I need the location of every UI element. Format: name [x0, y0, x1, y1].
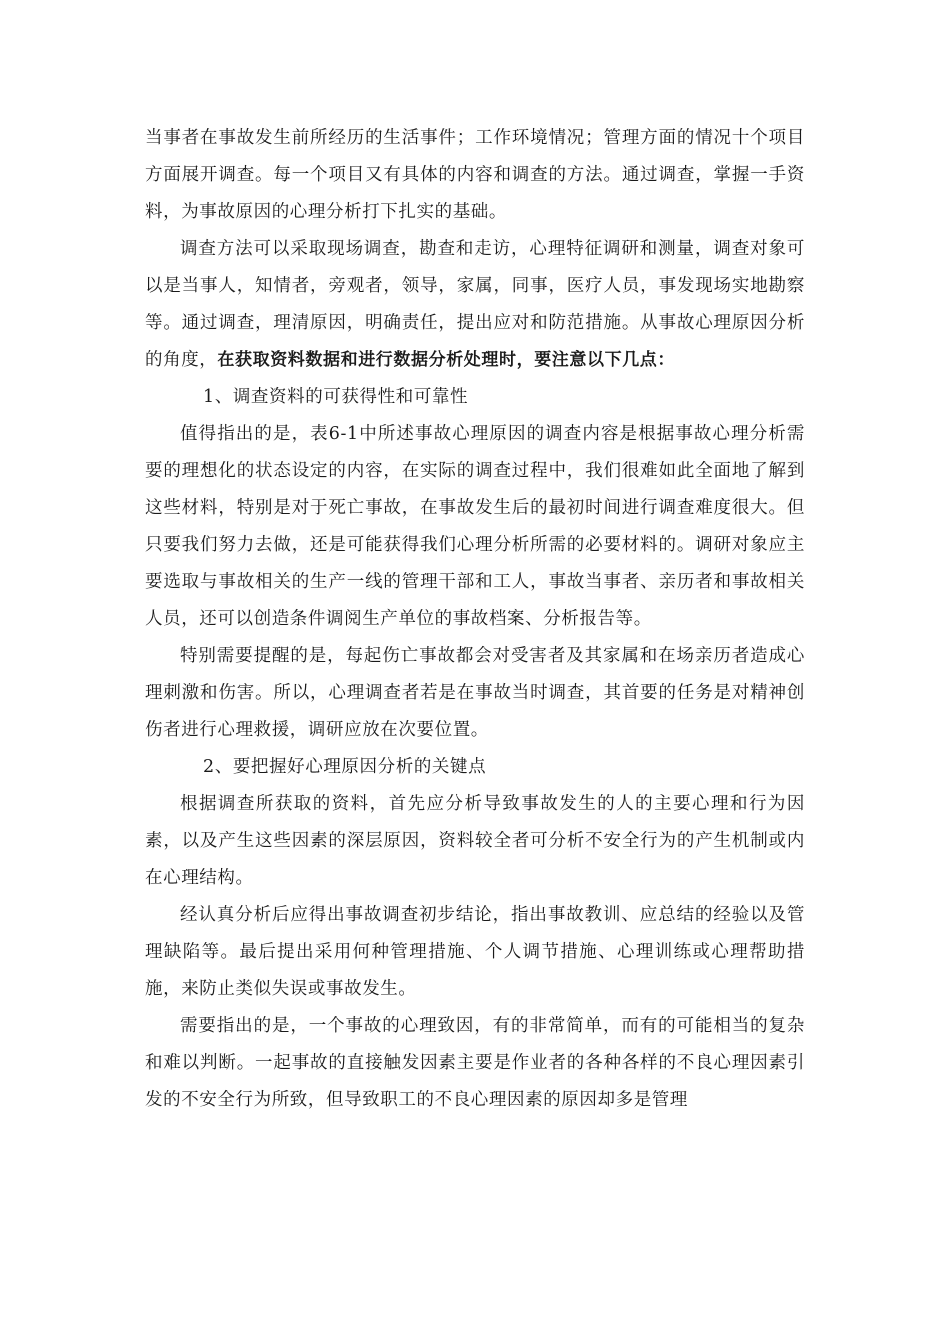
section-heading-2: 2、要把握好心理原因分析的关键点 [203, 757, 487, 777]
paragraph-data-availability: 值得指出的是，表6-1中所述事故心理原因的调查内容是根据事故心理分析需要的理想化的状态设定的内容，在实际的调查过程中，我们很难如此全面地了解到这些材料，特别是对于死亡事故，在事故发生后的最初时间进行调查难度很大。但只要我们努力去做，还是可能获得我们心理分析所需的必要材料的。调研对象应主要选取与事故相关的生产一线的管理干部和工人，事故当事者、亲历者和事故相关人员，还可以创造条件调阅生产单位的事故档案、分析报告等。 [145, 424, 805, 629]
paragraph-survey-items: 当事者在事故发生前所经历的生活事件；工作环境情况；管理方面的情况十个项目方面展开调查。每一个项目又有具体的内容和调查的方法。通过调查，掌握一手资料，为事故原因的心理分析打下扎实的基础。 [145, 128, 805, 222]
paragraph-psychological-aid: 特别需要提醒的是，每起伤亡事故都会对受害者及其家属和在场亲历者造成心理刺激和伤害。所以，心理调查者若是在事故当时调查，其首要的任务是对精神创伤者进行心理救援，调研应放在次要位置。 [145, 646, 805, 740]
paragraph-complexity: 需要指出的是，一个事故的心理致因，有的非常简单，而有的可能相当的复杂和难以判断。一起事故的直接触发因素主要是作业者的各种各样的不良心理因素引发的不安全行为所致，但导致职工的不良心理因素的原因却多是管理 [145, 1016, 805, 1110]
section-heading-1: 1、调查资料的可获得性和可靠性 [203, 387, 469, 407]
paragraph-key-factors: 根据调查所获取的资料，首先应分析导致事故发生的人的主要心理和行为因素，以及产生这些因素的深层原因，资料较全者可分析不安全行为的产生机制或内在心理结构。 [145, 794, 805, 888]
survey-methods-emphasis: 在获取资料数据和进行数据分析处理时，要注意以下几点： [217, 350, 676, 370]
paragraph-survey-methods [145, 231, 805, 379]
survey-methods-text: 调查方法可以采取现场调查，勘查和走访，心理特征调研和测量，调查对象可以是当事人，知情者，旁观者，领导，家属，同事，医疗人员，事发现场实地勘察等。通过调查，理清原因，明确责任，提出应对和防范措施。从事故心理原因分析的角度， [145, 239, 805, 370]
paragraph-conclusions: 经认真分析后应得出事故调查初步结论，指出事故教训、应总结的经验以及管理缺陷等。最后提出采用何种管理措施、个人调节措施、心理训练或心理帮助措施，来防止类似失误或事故发生。 [145, 905, 805, 999]
document-page [145, 120, 805, 1119]
